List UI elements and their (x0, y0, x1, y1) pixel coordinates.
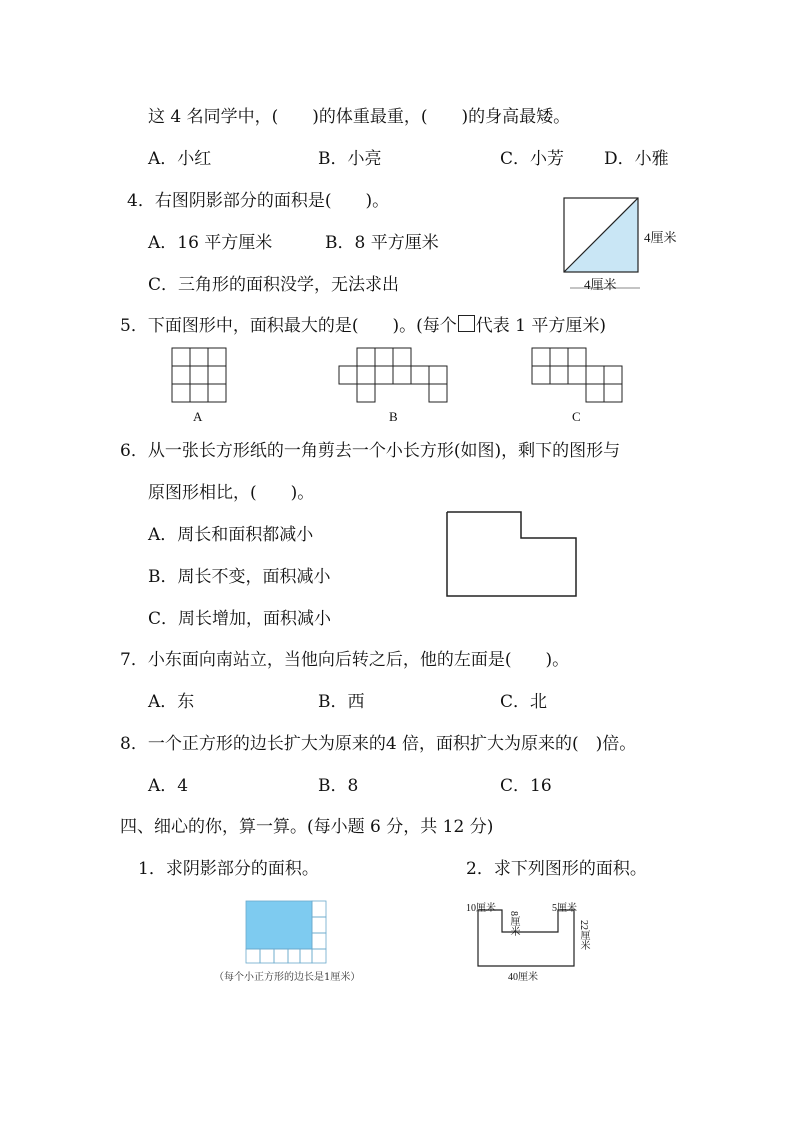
q4-side-label: 4厘米 (644, 230, 677, 245)
q5-grid-b (337, 346, 449, 406)
p2-label-top-right: 5厘米 (552, 903, 577, 914)
q5-figure-c[interactable] (530, 346, 624, 406)
q5-label-c: C (572, 409, 581, 424)
q6-cut-rectangle (444, 508, 580, 600)
q5-grid-c (530, 346, 624, 406)
section4-problem1: 1．求阴影部分的面积。 (138, 859, 319, 879)
q7-option-a[interactable]: A．东 (148, 692, 195, 712)
q5-label-a: A (193, 409, 203, 424)
q8-option-c[interactable]: C．16 (500, 776, 552, 796)
q4-stem: 4．右图阴影部分的面积是( )。 (127, 191, 390, 211)
p2-label-top-left: 10厘米 (466, 903, 496, 914)
section4-title: 四、细心的你，算一算。(每小题 6 分，共 12 分) (120, 817, 494, 837)
q5-figure-b[interactable] (337, 346, 449, 406)
q6-figure (444, 508, 580, 600)
q3-option-b[interactable]: B．小亮 (318, 149, 382, 169)
q6-stem-line2: 原图形相比，( )。 (148, 483, 315, 503)
q8-option-b[interactable]: B．8 (318, 776, 359, 796)
q3-option-c[interactable]: C．小芳 (500, 149, 565, 169)
p1-shaded-rect (246, 901, 312, 949)
p1-figure (244, 899, 330, 967)
p2-label-bottom: 40厘米 (508, 972, 538, 983)
q4-option-b[interactable]: B．8 平方厘米 (325, 233, 439, 253)
unit-square-icon (458, 315, 475, 332)
section4-problem2: 2．求下列图形的面积。 (466, 859, 647, 879)
q4-option-c[interactable]: C．三角形的面积没学，无法求出 (148, 275, 400, 295)
q7-option-c[interactable]: C．北 (500, 692, 548, 712)
q4-bottom-label: 4厘米 (584, 277, 617, 292)
q8-stem: 8．一个正方形的边长扩大为原来的4 倍，面积扩大为原来的( )倍。 (120, 734, 637, 754)
p1-shaded-grid (244, 899, 330, 967)
q3-option-d[interactable]: D．小雅 (604, 149, 669, 169)
q5-grid-a (170, 346, 230, 406)
q5-figure-a[interactable] (170, 346, 230, 406)
p1-caption: （每个小正方形的边长是1厘米） (214, 972, 361, 983)
q3-option-a[interactable]: A．小红 (148, 149, 212, 169)
q5-stem-after: 代表 1 平方厘米) (475, 316, 606, 336)
q3-stem: 这 4 名同学中，( )的体重最重，( )的身高最矮。 (148, 107, 571, 127)
p2-figure (462, 898, 592, 986)
q8-option-a[interactable]: A．4 (148, 776, 189, 796)
q4-option-a[interactable]: A．16 平方厘米 (148, 233, 273, 253)
q7-stem: 7．小东面向南站立，当他向后转之后，他的左面是( )。 (120, 650, 570, 670)
q6-option-b[interactable]: B．周长不变，面积减小 (148, 567, 331, 587)
p2-label-inner: 8厘米 (508, 911, 519, 936)
q5-label-b: B (389, 409, 398, 424)
q6-option-a[interactable]: A．周长和面积都减小 (148, 525, 314, 545)
q5-stem-before: 5．下面图形中，面积最大的是( )。(每个 (120, 316, 457, 336)
q7-option-b[interactable]: B．西 (318, 692, 365, 712)
q6-option-c[interactable]: C．周长增加，面积减小 (148, 609, 332, 629)
q6-stem-line1: 6．从一张长方形纸的一角剪去一个小长方形(如图)，剩下的图形与 (120, 441, 621, 461)
p2-label-right: 22厘米 (578, 920, 589, 950)
q5-stem (120, 315, 606, 337)
q4-figure (560, 194, 690, 294)
